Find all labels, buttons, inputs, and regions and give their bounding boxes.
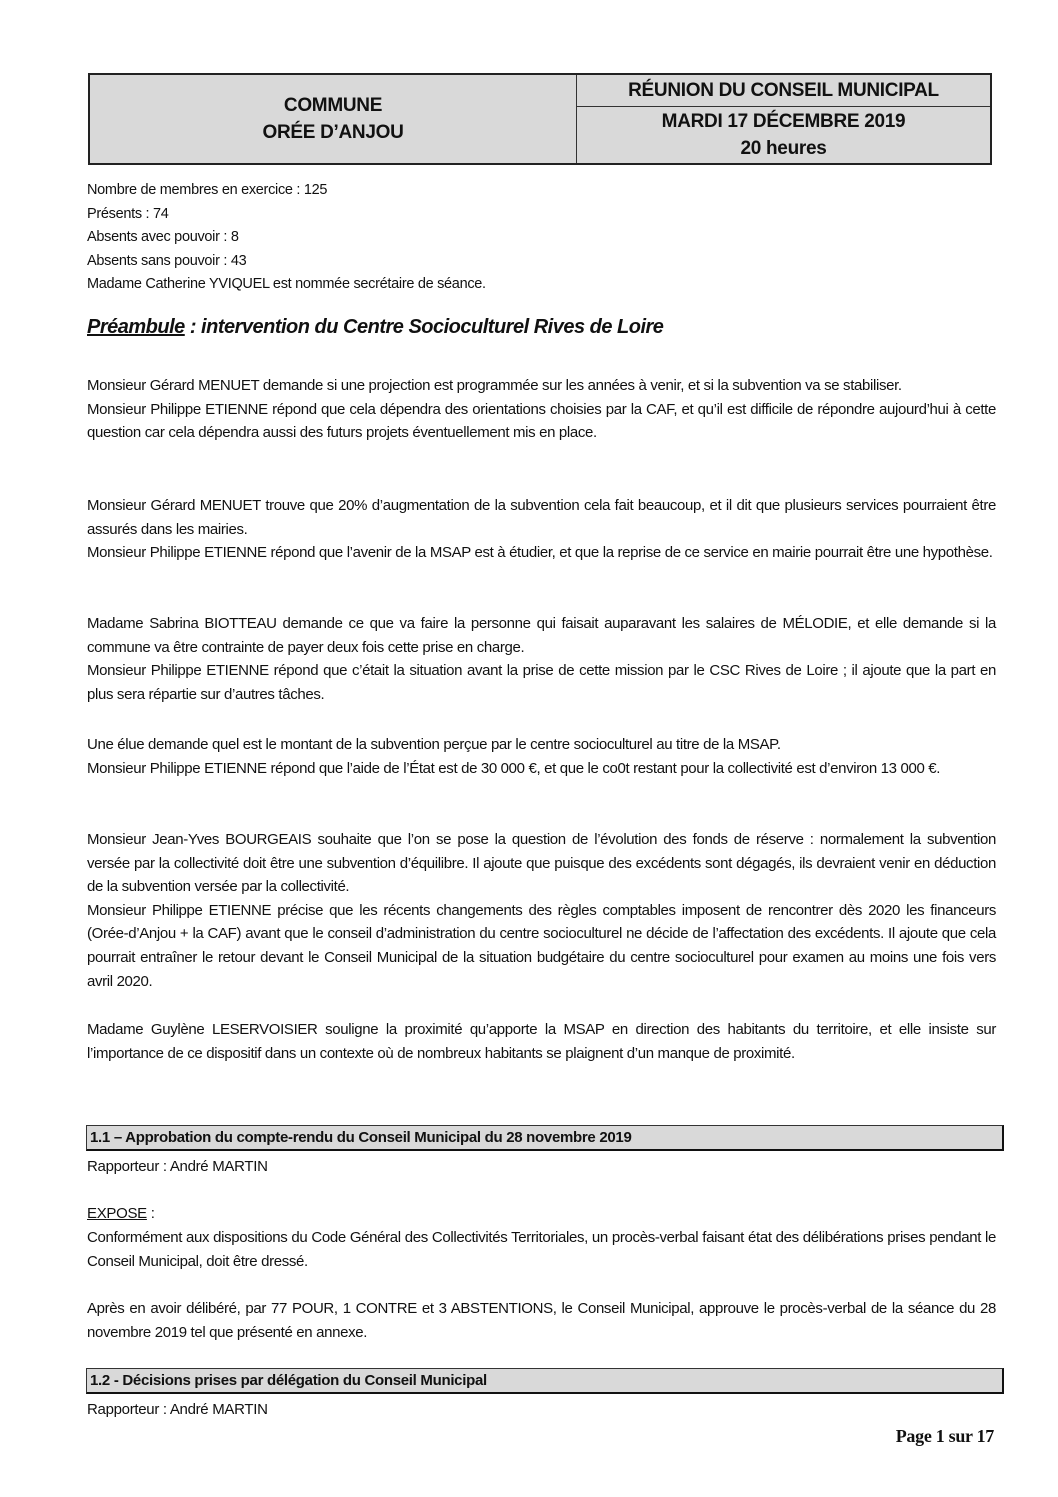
meeting-title: RÉUNION DU CONSEIL MUNICIPAL bbox=[577, 75, 990, 107]
paragraph-text: Monsieur Philippe ETIENNE répond que l’aide de l’État est de 30 000 €, et que le co0t restant pour la collectivité est d’environ 13 000 €. bbox=[87, 759, 941, 777]
absent-noproxy-label: Absents sans pouvoir : bbox=[87, 252, 231, 269]
members-count bbox=[87, 179, 486, 203]
preamble-paragraph bbox=[87, 612, 996, 706]
preamble-heading-underlined: Préambule bbox=[87, 316, 185, 338]
paragraph-text: Monsieur Philippe ETIENNE répond que c’était la situation avant la prise de cette mission par le CSC Rives de Loire ; il ajoute que la part en plus sera répartie sur d’autres tâches. bbox=[87, 662, 996, 703]
preamble-paragraph bbox=[87, 494, 996, 565]
expose-suffix: : bbox=[146, 1205, 155, 1222]
paragraph-text: Une élue demande quel est le montant de la subvention perçue par le centre socioculturel au titre de la MSAP. bbox=[87, 736, 781, 753]
absent-proxy-label: Absents avec pouvoir : bbox=[87, 229, 231, 245]
section-1-1-rapporteur: Rapporteur : André MARTIN bbox=[87, 1158, 268, 1175]
absent-proxy-value: 8 bbox=[230, 229, 239, 245]
preamble-paragraph bbox=[87, 374, 996, 445]
expose-label: EXPOSE bbox=[87, 1205, 147, 1222]
meeting-date: MARDI 17 DÉCEMBRE 2019 bbox=[661, 111, 906, 132]
decision-paragraph: Après en avoir délibéré, par 77 POUR, 1 CONTRE et 3 ABSTENTIONS, le Conseil Municipal, approuve le procès-verbal de la séance du 28 novembre 2019 tel que présenté en annexe. bbox=[87, 1300, 996, 1341]
absent-noproxy-count bbox=[87, 250, 486, 274]
paragraph-text: Monsieur Jean-Yves BOURGEAIS souhaite que l’on se pose la question de l’évolution des fonds de réserve : normalement la subvention versée par la collectivité doit être une subvention d’équilibre. Il ajoute que puisque des excédents sont dégagés, ils devraient venir en déduction de la subvention versée par la collectivité. bbox=[87, 831, 996, 896]
present-value: 74 bbox=[153, 205, 169, 222]
header-commune-cell bbox=[90, 75, 577, 163]
absent-noproxy-value: 43 bbox=[230, 252, 247, 269]
paragraph-text: Monsieur Philippe ETIENNE répond que cela dépendra des orientations choisies par la CAF, et qu’il est difficile de répondre aujourd’hui à cette question car cela dépendra aussi des futurs projets éventuellement mis en place. bbox=[87, 400, 996, 442]
paragraph-text: Monsieur Philippe ETIENNE précise que les récents changements des règles comptables imposent de rencontrer dès 2020 les financeurs (Orée-d’Anjou + la CAF) avant que le conseil d’administration du centre socioculturel ne décide de l’affectation des excédents. Il ajoute que cela pourrait entraîner le retour devant le Conseil Municipal de la situation budgétaire du centre socioculturel pour examen au moins une fois vers avril 2020. bbox=[87, 901, 996, 990]
preamble-heading-rest: : intervention du Centre Socioculturel Rives de Loire bbox=[184, 316, 664, 338]
absent-proxy-count bbox=[87, 226, 486, 250]
preamble-paragraph bbox=[87, 828, 996, 993]
header-table bbox=[88, 73, 992, 165]
members-value: 125 bbox=[303, 182, 328, 198]
present-count bbox=[87, 203, 486, 227]
present-label: Présents : bbox=[87, 205, 154, 222]
secretary-line: Madame Catherine YVIQUEL est nommée secrétaire de séance. bbox=[87, 276, 486, 292]
meeting-time: 20 heures bbox=[740, 138, 827, 159]
commune-label: COMMUNE bbox=[283, 95, 383, 116]
section-heading-1-1: 1.1 – Approbation du compte-rendu du Conseil Municipal du 28 novembre 2019 bbox=[86, 1125, 1004, 1151]
expose-paragraph: Conformément aux dispositions du Code Général des Collectivités Territoriales, un procès-verbal faisant état des délibérations prises pendant le Conseil Municipal, doit être dressé. bbox=[87, 1229, 996, 1270]
section-1-2-rapporteur: Rapporteur : André MARTIN bbox=[87, 1401, 268, 1418]
members-label: Nombre de membres en exercice : bbox=[87, 182, 304, 198]
preamble-heading bbox=[87, 316, 663, 339]
expose-heading bbox=[87, 1202, 155, 1225]
header-meeting-cell bbox=[577, 75, 990, 163]
page-number: Page 1 sur 17 bbox=[895, 1426, 994, 1446]
paragraph-text: Madame Guylène LESERVOISIER souligne la proximité qu’apporte la MSAP en direction des habitants du territoire, et elle insiste sur l’importance de ce dispositif dans un contexte où de nombreux habitants se plaignent d’un manque de proximité. bbox=[87, 1021, 996, 1062]
paragraph-text: Monsieur Philippe ETIENNE répond que l’avenir de la MSAP est à étudier, et que la reprise de ce service en mairie pourrait être une hypothèse. bbox=[87, 544, 993, 562]
attendance-block bbox=[87, 179, 486, 297]
section-heading-1-2: 1.2 - Décisions prises par délégation du Conseil Municipal bbox=[86, 1368, 1004, 1394]
paragraph-text: Monsieur Gérard MENUET trouve que 20% d’augmentation de la subvention cela fait beaucoup, et il dit que plusieurs services pourraient être assurés dans les mairies. bbox=[87, 497, 996, 538]
paragraph-text: Monsieur Gérard MENUET demande si une projection est programmée sur les années à venir, et si la subvention va se stabiliser. bbox=[87, 377, 902, 394]
paragraph-text: Madame Sabrina BIOTTEAU demande ce que va faire la personne qui faisait auparavant les salaires de MÉLODIE, et elle demande si la commune va être contrainte de payer deux fois cette prise en charge. bbox=[87, 615, 996, 656]
preamble-paragraph bbox=[87, 733, 996, 780]
preamble-paragraph bbox=[87, 1018, 996, 1065]
meeting-datetime bbox=[577, 107, 990, 163]
commune-name: ORÉE D’ANJOU bbox=[262, 122, 404, 143]
